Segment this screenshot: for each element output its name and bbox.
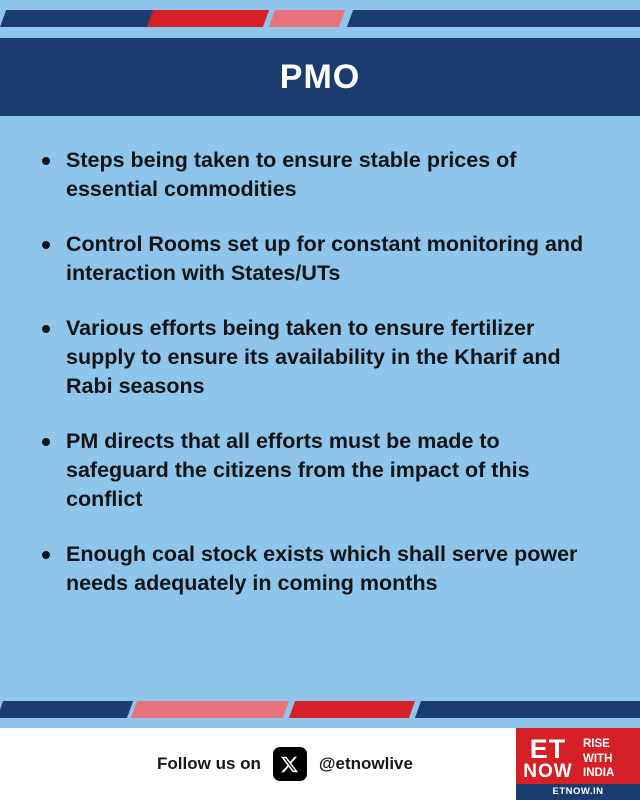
- deco-segment-navy-right: [347, 10, 640, 27]
- deco-segment-red: [147, 10, 269, 27]
- card-header: [0, 38, 640, 116]
- deco-segment-navy-right-bottom: [415, 701, 640, 718]
- deco-segment-navy-left: [0, 10, 154, 27]
- list-item: Steps being taken to ensure stable prices of essential commodities: [38, 146, 606, 204]
- tagline-line-2: WITH: [583, 752, 613, 765]
- logo-et-text: ET: [529, 733, 567, 764]
- deco-segment-navy-left-bottom: [0, 701, 133, 718]
- x-twitter-icon[interactable]: [273, 747, 307, 781]
- list-item: PM directs that all efforts must be made to safeguard the citizens from the impact of this conflict: [38, 427, 606, 514]
- follow-us-block: [157, 747, 413, 781]
- list-item: Control Rooms set up for constant monitoring and interaction with States/UTs: [38, 230, 606, 288]
- etnow-logo: [516, 728, 640, 800]
- card-footer: [0, 728, 640, 800]
- list-item: Various efforts being taken to ensure fertilizer supply to ensure its availability in the Kharif and Rabi seasons: [38, 314, 606, 401]
- deco-segment-pink: [269, 10, 345, 27]
- bullet-list: [38, 146, 606, 598]
- deco-segment-pink-bottom: [131, 701, 289, 718]
- bottom-decorative-bar: [0, 692, 640, 728]
- card-body: [0, 116, 640, 692]
- deco-segment-red-bottom: [289, 701, 415, 718]
- list-item: Enough coal stock exists which shall serve power needs adequately in coming months: [38, 540, 606, 598]
- tagline-line-1: RISE: [583, 738, 610, 751]
- top-decorative-bar: [0, 0, 640, 38]
- tagline-line-3: INDIA: [583, 767, 615, 780]
- page-title: PMO: [279, 57, 361, 96]
- social-handle[interactable]: @etnowlive: [318, 754, 413, 773]
- follow-label: Follow us on: [157, 754, 261, 773]
- logo-now-text: NOW: [523, 761, 573, 783]
- etnow-website-url[interactable]: ETNOW.IN: [516, 784, 640, 800]
